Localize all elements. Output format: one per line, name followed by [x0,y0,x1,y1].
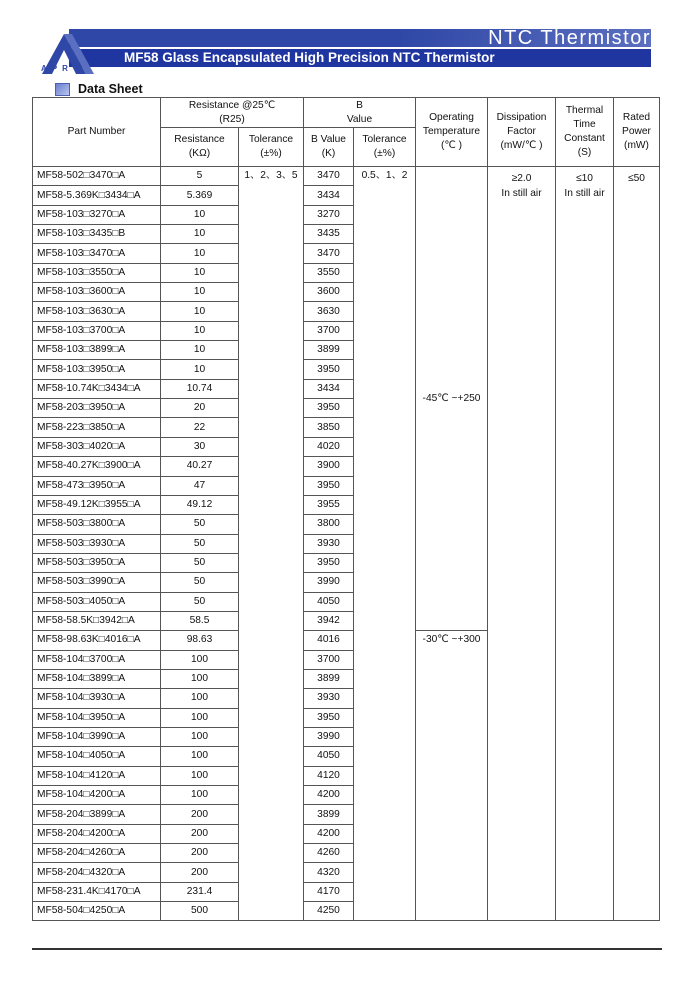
header-b-group [304,98,416,128]
header-b-value-unit: (K) [321,148,336,159]
table-row [33,167,660,186]
b-value-cell: 3550 [304,263,354,282]
part-number-cell: MF58-103□3950□A [33,360,161,379]
part-number-cell: MF58-103□3700□A [33,321,161,340]
part-number-cell: MF58-204□4260□A [33,844,161,863]
resistance-cell: 47 [161,476,239,495]
part-number-cell: MF58-204□4200□A [33,824,161,843]
resistance-cell: 100 [161,708,239,727]
part-number-cell: MF58-503□3950□A [33,553,161,572]
part-number-cell: MF58-5.369K□3434□A [33,186,161,205]
b-value-cell: 3955 [304,495,354,514]
header-op-temp-line1: Operating [429,112,474,123]
header-b-group-title-2: Value [346,113,373,125]
resistance-cell: 10 [161,225,239,244]
b-value-cell: 3900 [304,457,354,476]
b-value-cell: 4050 [304,592,354,611]
header-b-tolerance-unit: (±%) [373,148,396,159]
b-value-cell: 3950 [304,553,354,572]
header-dissipation-line2: Factor [507,126,536,137]
part-number-cell: MF58-104□4200□A [33,786,161,805]
part-number-cell: MF58-473□3950□A [33,476,161,495]
dissipation-value: ≥2.0 [511,173,532,184]
resistance-cell: 40.27 [161,457,239,476]
resistance-cell: 50 [161,592,239,611]
header-resistance-label: Resistance [174,134,225,145]
header-part-number: Part Number [33,98,161,167]
header-b-tolerance-label: Tolerance [362,134,407,145]
b-tolerance-cell: 0.5、1、2 [354,167,416,921]
logo-text: APR [41,64,73,73]
header-b-tolerance [354,128,416,167]
b-value-cell: 4050 [304,747,354,766]
resistance-cell: 22 [161,418,239,437]
header-dissipation-line1: Dissipation [496,112,547,123]
resistance-tolerance-cell: 1、2、3、5 [239,167,304,921]
thermal-constant-cell [556,167,614,921]
b-value-cell: 3950 [304,476,354,495]
header-operating-temperature [416,98,488,167]
b-value-cell: 4020 [304,437,354,456]
part-number-cell: MF58-104□4050□A [33,747,161,766]
b-value-cell: 3470 [304,244,354,263]
resistance-cell: 10.74 [161,379,239,398]
b-value-cell: 4250 [304,902,354,921]
b-value-cell: 3435 [304,225,354,244]
b-value-cell: 3434 [304,379,354,398]
b-value-cell: 3990 [304,727,354,746]
resistance-cell: 100 [161,747,239,766]
header-dissipation-line3: (mW/℃ ) [500,140,543,151]
part-number-cell: MF58-104□3990□A [33,727,161,746]
resistance-cell: 200 [161,844,239,863]
b-value-cell: 4120 [304,766,354,785]
part-number-cell: MF58-104□3899□A [33,669,161,688]
b-value-cell: 3850 [304,418,354,437]
b-value-cell: 3950 [304,708,354,727]
resistance-cell: 50 [161,573,239,592]
resistance-cell: 200 [161,805,239,824]
part-number-cell: MF58-49.12K□3955□A [33,495,161,514]
part-number-cell: MF58-502□3470□A [33,167,161,186]
part-number-cell: MF58-204□3899□A [33,805,161,824]
header-tolerance [239,128,304,167]
resistance-cell: 10 [161,341,239,360]
document-icon [55,83,70,96]
resistance-cell: 50 [161,534,239,553]
section-label-text: Data Sheet [78,82,143,96]
part-number-cell: MF58-103□3270□A [33,205,161,224]
b-value-cell: 3942 [304,611,354,630]
header-thermal-line1: Thermal [565,105,604,116]
part-number-cell: MF58-104□3700□A [33,650,161,669]
resistance-cell: 10 [161,244,239,263]
rated-power-value: ≤50 [628,173,645,184]
b-value-cell: 3630 [304,302,354,321]
b-value-cell: 4016 [304,631,354,650]
header-b-value [304,128,354,167]
b-value-cell: 3270 [304,205,354,224]
ntc-data-table [32,97,660,921]
b-value-cell: 3470 [304,167,354,186]
header-op-temp-line2: Temperature [422,126,481,137]
header-resistance-group-title: Resistance @25℃ [188,99,276,111]
document-subtitle: MF58 Glass Encapsulated High Precision NTC Thermistor [124,50,495,65]
resistance-cell: 200 [161,824,239,843]
header-b-group-title: B [356,99,363,111]
resistance-cell: 10 [161,283,239,302]
part-number-cell: MF58-104□4120□A [33,766,161,785]
part-number-cell: MF58-10.74K□3434□A [33,379,161,398]
b-value-cell: 3700 [304,321,354,340]
rated-power-cell [614,167,660,921]
part-number-cell: MF58-98.63K□4016□A [33,631,161,650]
header-banner-top [69,29,399,47]
resistance-cell: 500 [161,902,239,921]
thermal-constant-value: ≤10 [576,173,593,184]
header-rated-line1: Rated [622,112,651,123]
part-number-cell: MF58-103□3600□A [33,283,161,302]
header-tolerance-unit: (±%) [260,148,282,159]
footer-divider [32,948,662,950]
header-resistance-group [161,98,304,128]
part-number-cell: MF58-303□4020□A [33,437,161,456]
resistance-cell: 49.12 [161,495,239,514]
resistance-cell: 10 [161,205,239,224]
header-resistance [161,128,239,167]
table-body [33,167,660,921]
part-number-cell: MF58-231.4K□4170□A [33,882,161,901]
resistance-cell: 10 [161,302,239,321]
header-dissipation-factor [488,98,556,167]
resistance-cell: 10 [161,360,239,379]
dissipation-cell [488,167,556,921]
b-value-cell: 3950 [304,399,354,418]
resistance-cell: 5 [161,167,239,186]
operating-temp-range-2: -30℃ ~+300 [416,631,488,921]
b-value-cell: 3434 [304,186,354,205]
part-number-cell: MF58-204□4320□A [33,863,161,882]
header-thermal-line4: (S) [577,147,592,158]
part-number-cell: MF58-40.27K□3900□A [33,457,161,476]
resistance-cell: 100 [161,669,239,688]
b-value-cell: 3950 [304,360,354,379]
part-number-cell: MF58-503□3930□A [33,534,161,553]
b-value-cell: 4170 [304,882,354,901]
b-value-cell: 3930 [304,534,354,553]
b-value-cell: 3899 [304,805,354,824]
header-rated-line3: (mW) [624,140,649,151]
part-number-cell: MF58-103□3435□B [33,225,161,244]
b-value-cell: 4200 [304,786,354,805]
part-number-cell: MF58-104□3930□A [33,689,161,708]
dissipation-note: In still air [501,188,542,199]
resistance-cell: 100 [161,727,239,746]
part-number-cell: MF58-103□3550□A [33,263,161,282]
operating-temp-range-1: -45℃ ~+250 [416,167,488,631]
part-number-cell: MF58-103□3470□A [33,244,161,263]
resistance-cell: 100 [161,766,239,785]
header-resistance-unit: (KΩ) [188,148,211,159]
header-thermal-line3: Constant [564,133,605,144]
b-value-cell: 4200 [304,824,354,843]
part-number-cell: MF58-503□3800□A [33,515,161,534]
part-number-cell: MF58-503□3990□A [33,573,161,592]
header-op-temp-line3: (℃ ) [440,140,463,151]
resistance-cell: 100 [161,689,239,708]
b-value-cell: 4260 [304,844,354,863]
resistance-cell: 10 [161,321,239,340]
b-value-cell: 3990 [304,573,354,592]
b-value-cell: 3800 [304,515,354,534]
header-thermal-line2: Time [573,119,596,130]
brand-title: NTC Thermistor [488,27,651,49]
b-value-cell: 3899 [304,669,354,688]
part-number-cell: MF58-504□4250□A [33,902,161,921]
b-value-cell: 3930 [304,689,354,708]
resistance-cell: 50 [161,515,239,534]
b-value-cell: 4320 [304,863,354,882]
resistance-cell: 100 [161,786,239,805]
header-rated-line2: Power [622,126,651,137]
part-number-cell: MF58-103□3630□A [33,302,161,321]
header-resistance-group-sub: (R25) [219,113,245,125]
b-value-cell: 3899 [304,341,354,360]
resistance-cell: 200 [161,863,239,882]
section-label [55,82,143,96]
part-number-cell: MF58-223□3850□A [33,418,161,437]
header-b-value-label: B Value [311,134,346,145]
header-thermal-time-constant [556,98,614,167]
resistance-cell: 30 [161,437,239,456]
resistance-cell: 231.4 [161,882,239,901]
resistance-cell: 98.63 [161,631,239,650]
part-number-cell: MF58-103□3899□A [33,341,161,360]
b-value-cell: 3700 [304,650,354,669]
resistance-cell: 58.5 [161,611,239,630]
resistance-cell: 50 [161,553,239,572]
resistance-cell: 100 [161,650,239,669]
part-number-cell: MF58-503□4050□A [33,592,161,611]
header-rated-power [614,98,660,167]
resistance-cell: 20 [161,399,239,418]
thermal-constant-note: In still air [564,188,605,199]
part-number-cell: MF58-104□3950□A [33,708,161,727]
part-number-cell: MF58-203□3950□A [33,399,161,418]
header-tolerance-label: Tolerance [248,134,294,145]
part-number-cell: MF58-58.5K□3942□A [33,611,161,630]
b-value-cell: 3600 [304,283,354,302]
resistance-cell: 10 [161,263,239,282]
resistance-cell: 5.369 [161,186,239,205]
